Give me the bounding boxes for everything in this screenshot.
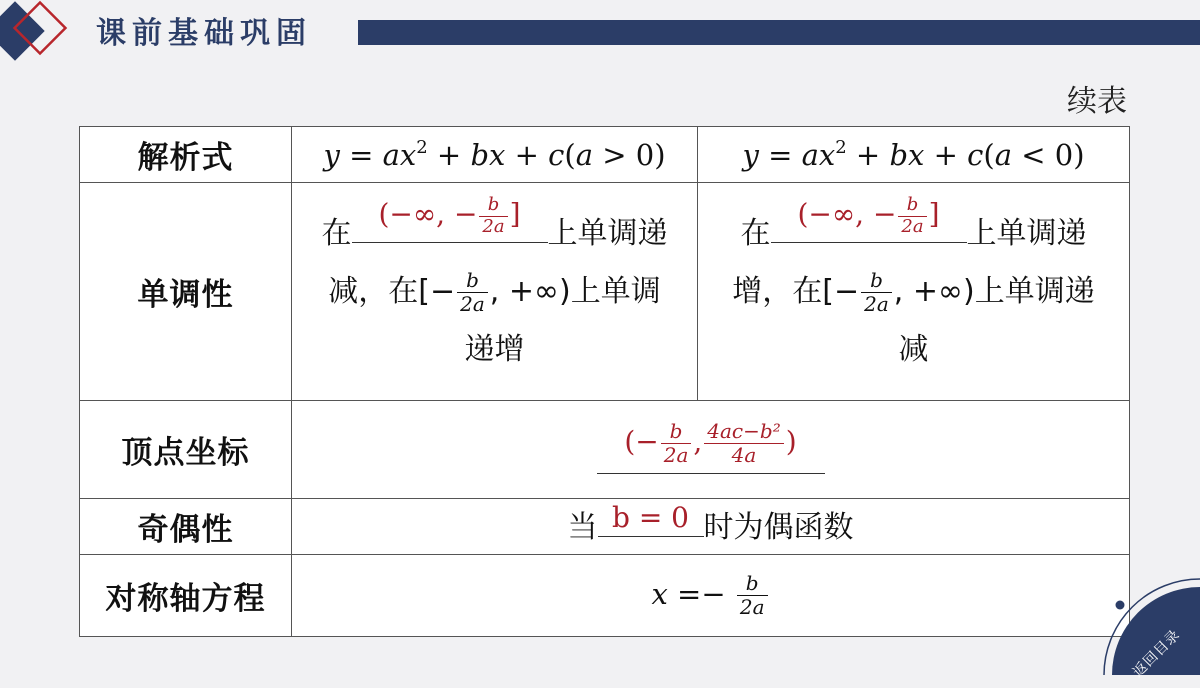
parity-prefix: 当 xyxy=(567,509,598,545)
parity-cell xyxy=(292,499,1130,555)
mono-a-mid: 上单调递 xyxy=(547,215,668,251)
mono-a-line3: 递增 xyxy=(464,331,525,367)
diamond-logo-icon xyxy=(0,0,90,70)
mono-a-fraction: $\frac{b}{2a}$ xyxy=(457,269,488,316)
table-row-vertex xyxy=(80,401,1130,499)
table-row-formula xyxy=(80,127,1130,183)
monotonic-case-b xyxy=(698,183,1130,401)
mono-b-line3: 减 xyxy=(898,331,929,367)
section-title: 课前基础巩固 xyxy=(96,16,312,51)
continued-label: 续表 xyxy=(1067,84,1127,119)
mono-b-fraction: $\frac{b}{2a}$ xyxy=(861,269,892,316)
vertex-cell xyxy=(292,401,1130,499)
mono-b-prefix: 在 xyxy=(740,215,771,251)
row-header-parity: 奇偶性 xyxy=(80,499,292,555)
parity-suffix: 时为偶函数 xyxy=(703,509,854,545)
formula-case-a: $y = ax^2$ + bx + c(a > 0) xyxy=(292,127,698,183)
back-to-menu-label[interactable]: 返回目录 xyxy=(1129,626,1184,681)
row-header-monotonic: 单调性 xyxy=(80,183,292,401)
header-bar xyxy=(358,20,1200,45)
mono-a-line2-end: , +∞)上单调 xyxy=(489,273,661,309)
vertex-blank: (− $\frac{b}{2a}$ , $\frac{\text{4ac−b²}}{4a}$ ) xyxy=(597,421,825,474)
mono-b-line2-end: , +∞)上单调递 xyxy=(893,273,1095,309)
mono-b-blank: (−∞, − $\frac{b}{2a}$ ] xyxy=(771,212,967,243)
mono-b-mid: 上单调递 xyxy=(966,215,1087,251)
corner-dot-icon xyxy=(1116,601,1125,610)
row-header-axis: 对称轴方程 xyxy=(80,555,292,637)
axis-cell: x =− $\frac{b}{2a}$ xyxy=(292,555,1130,637)
formula-case-b: $y = ax^2$ + bx + c(a < 0) xyxy=(698,127,1130,183)
mono-b-line2-start: 增，在[− xyxy=(732,273,860,309)
table-row-parity xyxy=(80,499,1130,555)
table-row-axis xyxy=(80,555,1130,637)
parity-blank xyxy=(598,500,704,537)
monotonic-case-a xyxy=(292,183,698,401)
mono-a-prefix: 在 xyxy=(321,215,352,251)
parity-answer: b = 0 xyxy=(612,500,689,534)
quadratic-properties-table xyxy=(79,126,1130,637)
mono-a-blank: (−∞, − $\frac{b}{2a}$ ] xyxy=(352,212,548,243)
row-header-formula: 解析式 xyxy=(80,127,292,183)
table-row-monotonic xyxy=(80,183,1130,401)
row-header-vertex: 顶点坐标 xyxy=(80,401,292,499)
mono-a-line2-start: 减，在[− xyxy=(328,273,456,309)
